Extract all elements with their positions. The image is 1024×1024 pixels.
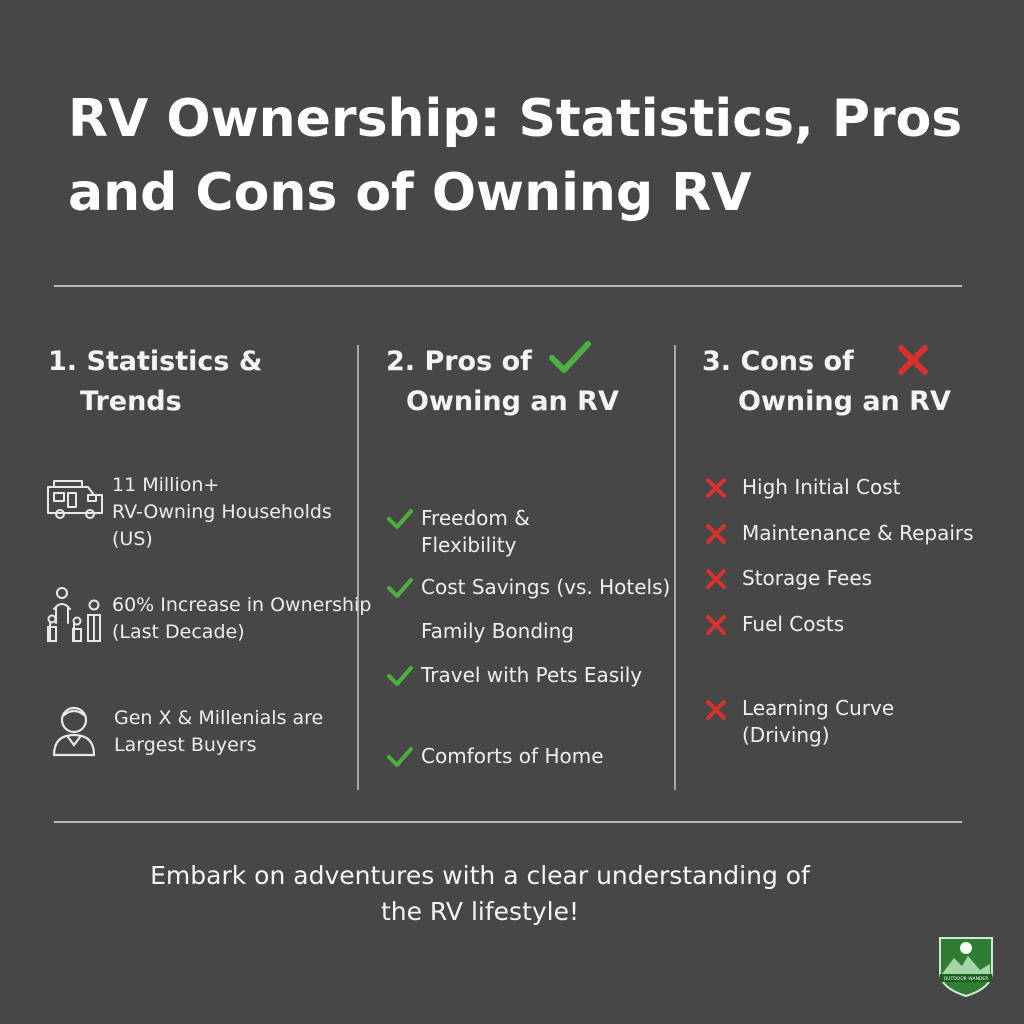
person-icon	[50, 703, 98, 757]
check-icon	[548, 340, 592, 376]
con-maintenance-line1: Maintenance & Repairs	[742, 521, 974, 545]
cross-icon	[704, 476, 728, 500]
check-icon	[386, 664, 414, 688]
con-maintenance	[742, 520, 974, 547]
statistics-heading-line2: Trends	[80, 386, 182, 417]
cross-icon	[896, 344, 930, 376]
stat-increase	[112, 592, 371, 646]
pro-family-bonding	[421, 618, 574, 645]
check-icon	[386, 745, 414, 769]
con-storage-line1: Storage Fees	[742, 566, 873, 590]
statistics-heading-line1: 1. Statistics &	[48, 346, 263, 377]
pro-pets	[421, 662, 642, 689]
con-initial-cost-line1: High Initial Cost	[742, 475, 901, 499]
statistics-heading	[48, 342, 262, 422]
page-title-line1: RV Ownership: Statistics, Pros	[68, 89, 963, 149]
pro-freedom	[421, 505, 530, 559]
con-learning-curve-line2: (Driving)	[742, 723, 830, 747]
rv-icon	[44, 477, 108, 521]
pro-freedom-line2: Flexibility	[421, 533, 517, 557]
con-learning-curve	[742, 695, 894, 749]
stat-buyers	[114, 705, 323, 759]
con-initial-cost	[742, 474, 901, 501]
mountain-badge-logo	[934, 930, 998, 998]
check-icon	[386, 576, 414, 600]
pros-heading-line1: 2. Pros of	[386, 346, 532, 377]
page-title	[68, 82, 998, 230]
footer-line2: the RV lifestyle!	[380, 897, 580, 926]
pro-cost-savings-line1: Cost Savings (vs. Hotels)	[421, 575, 671, 599]
bottom-divider	[54, 821, 962, 823]
con-storage	[742, 565, 872, 592]
family-icon	[44, 585, 106, 643]
stat-buyers-line1: Gen X & Millenials are	[114, 707, 324, 729]
cross-icon	[704, 613, 728, 637]
cons-heading-line1: 3. Cons of	[702, 346, 854, 377]
pro-family-bonding-line1: Family Bonding	[421, 619, 574, 643]
cons-heading-line2: Owning an RV	[738, 386, 951, 417]
pro-pets-line1: Travel with Pets Easily	[421, 663, 643, 687]
top-divider	[54, 285, 962, 287]
column-divider-1	[357, 345, 359, 790]
stat-households-line3: (US)	[112, 528, 153, 550]
column-divider-2	[674, 345, 676, 790]
stat-households-line2: RV-Owning Households	[112, 501, 332, 523]
pro-cost-savings	[421, 574, 670, 601]
pro-comforts-line1: Comforts of Home	[421, 744, 604, 768]
cross-icon	[704, 698, 728, 722]
pro-comforts	[421, 743, 604, 770]
con-learning-curve-line1: Learning Curve	[742, 696, 895, 720]
stat-increase-line1: 60% Increase in Ownership	[112, 594, 372, 616]
stat-increase-line2: (Last Decade)	[112, 621, 245, 643]
con-fuel	[742, 611, 844, 638]
con-fuel-line1: Fuel Costs	[742, 612, 845, 636]
logo-text: OUTDOOR WANDER	[943, 977, 989, 982]
pro-freedom-line1: Freedom &	[421, 506, 530, 530]
stat-households-line1: 11 Million+	[112, 474, 220, 496]
pros-heading-line2: Owning an RV	[406, 386, 619, 417]
stat-buyers-line2: Largest Buyers	[114, 734, 257, 756]
page-title-line2: and Cons of Owning RV	[68, 163, 752, 223]
check-icon	[386, 507, 414, 531]
stat-households	[112, 472, 332, 553]
footer-tagline	[100, 858, 860, 930]
footer-line1: Embark on adventures with a clear understanding of	[150, 861, 810, 890]
cross-icon	[704, 522, 728, 546]
cross-icon	[704, 567, 728, 591]
